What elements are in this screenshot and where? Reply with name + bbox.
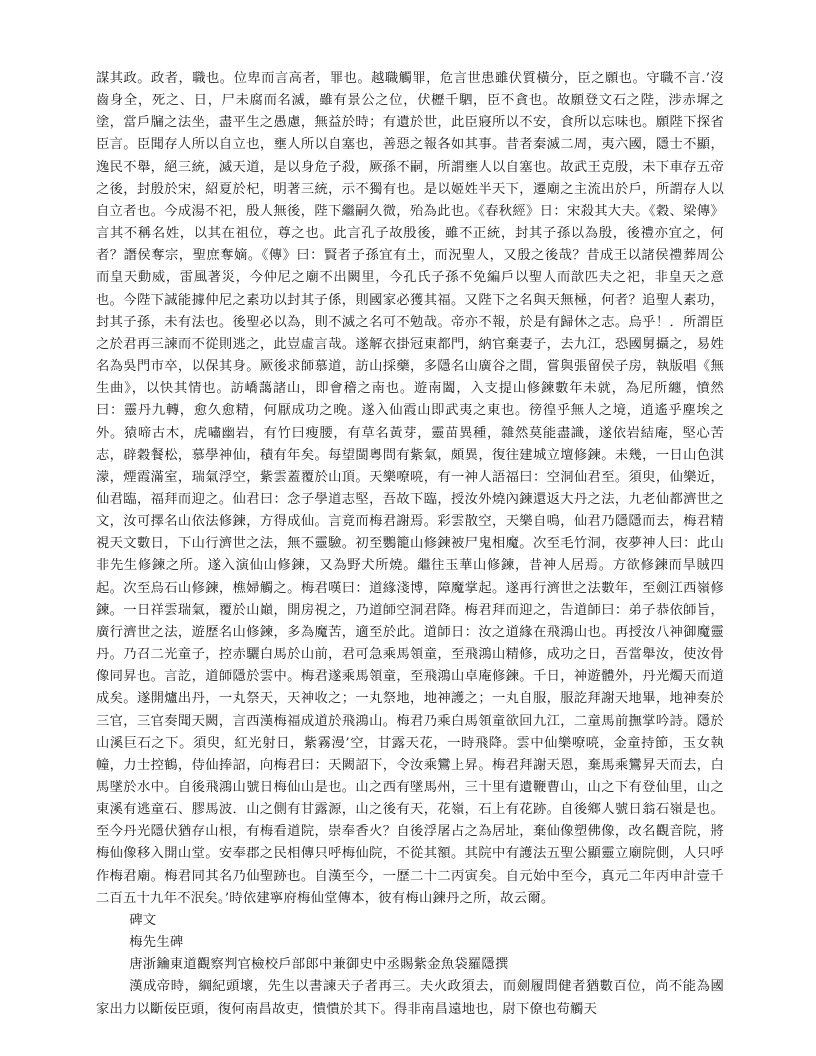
inscription-title: 梅先生碑 (129, 935, 184, 951)
body-paragraph: 謀其政。政者，職也。位卑而言高者，罪也。越職觸罪，危言世患雖伏質橫分，臣之願也。守職不言.’沒齒身全，死之、日，尸未腐而名滅，雖有景公之位，伏櫪千駟，臣不貪也。故願登文石之陛，涉赤墀之塗，當戶牖之法坐，盡平生之愚慮，無益於時；有遺於世，此臣寢所以不安，食所以忘味也。願陛下探省臣言。臣聞存人所以自立也，壅人所以自塞也，善惡之報各如其事。昔者秦滅二周，夷六國，隱士不顯，逸民不舉，絕三統，滅天道，是以身危子殺，厥孫不嗣，所謂壅人以自塞也。故武王克殷，未下車存五帝之後，封殷於宋，紹夏於杞，明著三統，示不獨有也。是以姬姓半天下，遷廟之主流出於戶，所謂存人以自立者也。今成湯不祀，殷人無後，陛下繼嗣久微，殆為此也。《春秋經》日：宋殺其大夫。《穀、梁傳》言其不稱名姓，以其在祖位，尊之也。此言孔子故殷後，雖不正統，封其子孫以為殷，後禮亦宜之，何者？譖侯奪宗，聖庶奪嫡。《傳》曰：賢者子孫宜有土，而況聖人，又殷之後哉？昔成王以諸侯禮葬周公而皇天動威，雷風著災，今仲尼之廟不出闕里，今孔氏子孫不免編戶以聖人而歆匹夫之祀，非皇天之意也。今陛下誠能據仲尼之素功以封其子係，則國家必獲其福。又陛下之名與天無極，何者？追聖人素功，封其子孫，未有法也。後聖必以為，則不滅之名可不勉哉。帝亦不報，於是有歸休之志。烏乎！．所謂臣之於君再三諫而不從則逃之，此豈虛言哉。遂解衣掛冠東都門，納官棄妻子，去九江，恐國舅攝之，易姓名為吳門市卒，以保其身。厥後求師慕道，訪山採藥，多隱名山廣谷之間，嘗與張留侯子房，執版唱《無生曲》，以快其情也。訪嶠藹諸山，即會稽之南也。遊南闔，入支提山修鍊數年未就，為尼所纏，憤然曰：靈丹九轉，愈久愈精，何厭成功之晚。遂入仙霞山即武夷之東也。徬徨乎無人之境，逍遙乎塵埃之外。猿啼古木，虎嘯幽岩，有竹曰瘦腰，有草名黃芽，靈苗異種，雜然莫能盡識，遂依岩結庵，堅心苦志，辟穀餐松，慕學神仙，積有年矣。每望閩粵問有紫氣，頗異，復往建城立壇修鍊。未幾，一日山色淇濛，煙霞滿室，瑞氣浮空，紫雲蓋覆於山頂。天樂嘹喨，有一神人語福曰：空洞仙君至。須臾，仙樂近，仙君臨，福拜而迎之。仙君曰：念子學道志堅，吾故下臨，授汝外燒內鍊還返大丹之法，九老仙都濟世之文，汝可擇名山依法修鍊，方得成仙。言竟而梅君謝焉。彩雲散空，天樂自鳴，仙君乃隱隱而去，梅君精視天文數日，下山行濟世之法，無不靈驗。初至鸚籠山修鍊被尸鬼相魔。次至毛竹洞，夜夢神人曰：此山非先生修鍊之所。遂入演仙山修鍊，又為野犬所燒。繼往玉華山修鍊，昔神人居焉。方欲修鍊而旱賊四起。次至烏石山修鍊，樵婦觸之。梅君嘆曰：道緣淺博，障魔掌起。遂再行濟世之法數年，至劍江西嶺修鍊。一日祥雲瑞氣，覆於山巔，開房視之，乃道師空洞君降。梅君拜而迎之，告道師曰：弟子恭依師旨，廣行濟世之法，遊歷名山修鍊，多為魔苦，適至於此。道師日：汝之道緣在飛鴻山也。再授汝八神御魔靈丹。乃召二光童子，控赤驪白馬於山前，君可急乘馬領童，至飛鴻山精修，成功之日，吾當舉汝，使汝骨像同昇也。言訖，道師隱於雲中。梅君遂乘馬領童，至飛鴻山卓庵修鍊。千日，神遊體外，丹光燭天而道成矣。遂開爐出丹，一丸祭天，天神收之；一丸祭地，地神護之；一丸自服，服訖拜謝天地畢，地神奏於三官，三官奏聞天闕，言西漢梅福成道於飛鴻山。梅君乃乘白馬領童欲回九江，二童馬前撫掌吟詩。隱於山溪巨石之下。須臾，紅光射日，紫霧漫’空，甘露天花，一時飛降。雲中仙樂嘹喨，金童持節，玉女執幢，力士控鶴，侍仙捧詔，向梅君曰：天闕詔下，令汝乘鸞上昇。梅君拜謝天恩，棄馬乘鸞昇天而去，白馬墜於水中。自後飛鴻山號日梅仙山是也。山之西有墜馬州，三十里有遺鞭曹山，山之下有登仙里，山之東溪有逃童石、膠馬波．山之側有甘露源，山之後有天，花嶺，石上有花跡。自後鄉人號日翁石嶺是也。至今丹光隱伏猶存山根，有梅看道院，崇奉香火？自後浮屠占之為居址，棄仙像塑佛像，改名觀音院，將梅仙像移入開山堂。安奉郡之民相傳只呼梅仙院，不從其額。其院中有護法五聖公顯靈立廟院側，人只呼作梅君廟。梅君同其名乃仙聖跡也。自漢至今，一歷二十二丙寅矣。自元始中至今，真元二年丙申計壹千二百五十九年不泯矣。’時依建寧府梅仙堂傳本，彼有梅山鍊丹之所，故云爾。 (96, 71, 724, 906)
author-attribution: 唐浙鑰東道觀察判官檢校戶部郎中兼御史中丞賜紫金魚袋羅隱撰 (129, 957, 509, 973)
body-paragraph: 漢成帝時，綱紀頭壞，先生以書諫天子者再三。夫火政須去，而劍履問健者猶數百位，尚不能為國家出力以斷佞臣頭，復何南昌故吏，憒憒於其下。得非南昌遠地也，尉下僚也苟觸天 (96, 979, 724, 1017)
section-heading-inscription: 碑文 (129, 912, 157, 928)
document-body (96, 68, 724, 1021)
